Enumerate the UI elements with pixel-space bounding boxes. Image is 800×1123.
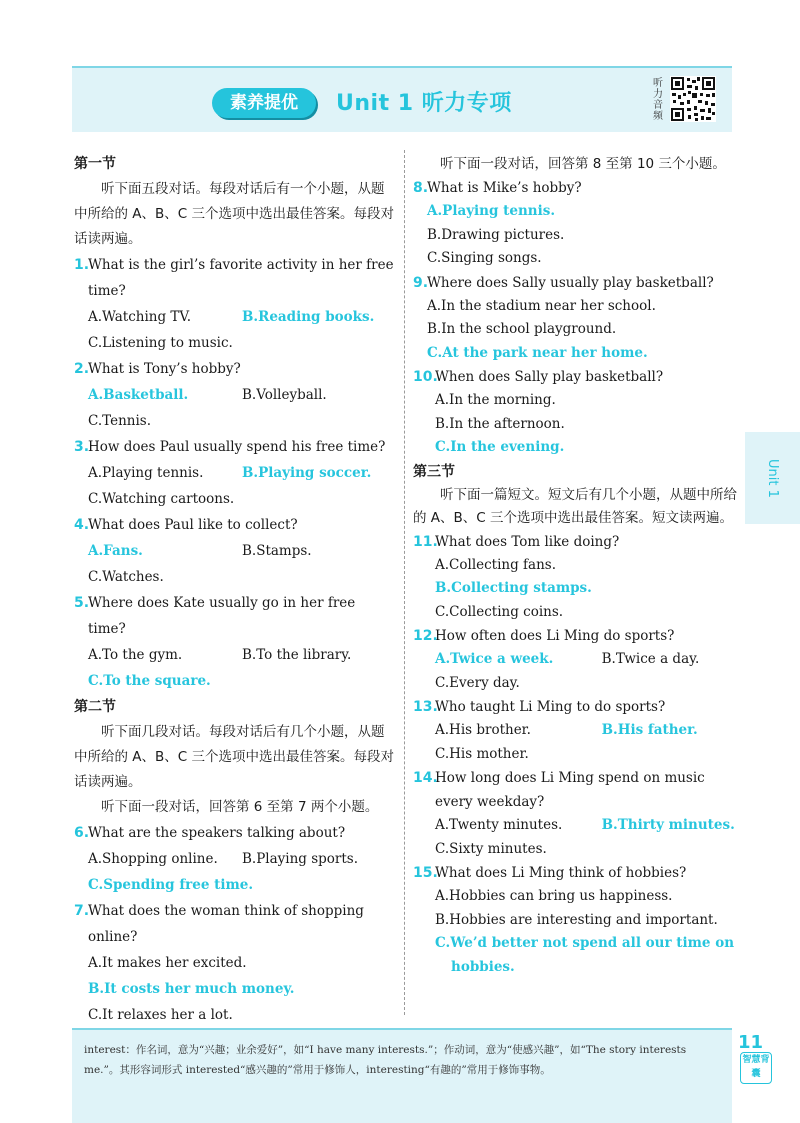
option-a[interactable]: A.Watching TV. — [88, 309, 192, 325]
question-number: 14. — [413, 770, 438, 786]
question-number: 7. — [74, 903, 90, 919]
question-text: Who taught Li Ming to do sports? — [435, 699, 666, 715]
question-15 — [413, 861, 738, 885]
section-1-title: 第一节 — [74, 156, 116, 172]
option-c[interactable]: C.It relaxes her a lot. — [88, 1007, 233, 1023]
option-a-answer[interactable]: A.Basketball. — [88, 387, 189, 403]
question-number: 13. — [413, 699, 438, 715]
option-c[interactable]: C.Sixty minutes. — [435, 840, 547, 857]
option-a-answer[interactable]: A.Twice a week. — [435, 651, 554, 667]
option-b[interactable]: B.Stamps. — [242, 543, 312, 559]
question-11 — [413, 530, 738, 554]
question-text: What are the speakers talking about? — [88, 825, 346, 841]
question-text: What does Tom like doing? — [435, 533, 620, 550]
left-column — [74, 153, 396, 1028]
question-3 — [74, 434, 396, 460]
options-row — [413, 648, 738, 672]
question-14 — [413, 766, 738, 814]
question-number: 2. — [74, 361, 90, 377]
question-7 — [74, 898, 396, 950]
option-b-answer[interactable]: B.Reading books. — [242, 309, 375, 325]
question-13 — [413, 695, 738, 719]
option-c-answer[interactable]: C.Spending free time. — [88, 877, 254, 893]
option-a[interactable]: A.Hobbies can bring us happiness. — [435, 888, 673, 904]
footer-note: interest：作名词，意为“兴趣；业余爱好”，如“I have many interests.”；作动词，意为“使感兴趣”，如“The story interests me.”。其形容词形式 interested“感兴趣的”常用于修饰人，interesting“有趣的”常用于修饰事物。 — [84, 1044, 687, 1076]
option-a[interactable]: A.It makes her excited. — [88, 955, 247, 971]
page-number: 11 — [738, 1032, 764, 1053]
section-3-instruction: 听下面一篇短文。短文后有几个小题，从题中所给的 A、B、C 三个选项中选出最佳答案。短文读两遍。 — [413, 486, 737, 526]
option-b-answer[interactable]: B.Collecting stamps. — [435, 580, 592, 596]
options-row — [74, 304, 396, 330]
option-a-answer[interactable]: A.Fans. — [88, 543, 143, 559]
option-a[interactable]: A.In the stadium near her school. — [427, 297, 656, 314]
question-text: Where does Sally usually play basketball? — [427, 274, 714, 291]
options-row — [74, 460, 396, 486]
page-title: Unit 1 听力专项 — [336, 91, 512, 116]
option-b[interactable]: B.To the library. — [242, 647, 352, 663]
question-text: What is Mike’s hobby? — [427, 180, 582, 196]
question-number: 5. — [74, 595, 90, 611]
options-row — [74, 642, 396, 668]
question-9 — [413, 271, 738, 295]
question-number: 11. — [413, 533, 438, 550]
option-c[interactable]: C.Singing songs. — [427, 250, 542, 266]
question-2 — [74, 356, 396, 382]
qr-code-icon[interactable] — [670, 76, 716, 122]
question-text: What does Paul like to collect? — [88, 517, 298, 533]
smart-tip-badge: 智慧背囊 — [740, 1052, 772, 1084]
right-column — [413, 153, 738, 979]
section-2-title: 第二节 — [74, 699, 116, 715]
question-8 — [413, 176, 738, 200]
audio-label: 听力音频 — [653, 78, 663, 122]
option-b-answer[interactable]: B.His father. — [601, 722, 698, 738]
question-12 — [413, 624, 738, 648]
column-divider — [404, 150, 405, 1015]
option-c[interactable]: C.Every day. — [435, 674, 520, 691]
option-c[interactable]: C.Watching cartoons. — [88, 491, 235, 507]
option-a[interactable]: A.Playing tennis. — [88, 465, 204, 481]
option-c[interactable]: C.Tennis. — [88, 413, 152, 429]
question-text: Where does Kate usually go in her free time? — [88, 595, 356, 637]
question-text: When does Sally play basketball? — [435, 369, 664, 385]
question-text: What is the girl’s favorite activity in her free time? — [88, 257, 394, 299]
option-c-answer[interactable]: C.We’d better not spend all our time on hobbies. — [435, 935, 735, 975]
question-number: 12. — [413, 628, 438, 644]
option-b[interactable]: B.In the school playground. — [427, 321, 617, 337]
section-badge: 素养提优 — [212, 88, 316, 118]
question-text: How often does Li Ming do sports? — [435, 628, 675, 644]
option-c-answer[interactable]: C.At the park near her home. — [427, 344, 648, 361]
question-number: 15. — [413, 865, 438, 881]
option-a[interactable]: A.His brother. — [435, 722, 531, 738]
question-number: 3. — [74, 439, 90, 455]
question-number: 9. — [413, 274, 429, 291]
question-text: What does the woman think of shopping online? — [88, 903, 364, 945]
options-row — [413, 814, 738, 838]
options-row — [74, 382, 396, 408]
option-c-answer[interactable]: C.In the evening. — [435, 439, 565, 455]
question-number: 1. — [74, 257, 90, 273]
question-10 — [413, 365, 738, 389]
option-c[interactable]: C.Watches. — [88, 569, 164, 585]
option-b[interactable]: B.Playing sports. — [242, 851, 359, 867]
option-b[interactable]: B.Volleyball. — [242, 387, 327, 403]
option-c-answer[interactable]: C.To the square. — [88, 673, 211, 689]
option-c[interactable]: C.Listening to music. — [88, 335, 233, 351]
question-1 — [74, 252, 396, 304]
section-1-instruction: 听下面五段对话。每段对话后有一个小题，从题中所给的 A、B、C 三个选项中选出最佳答案。每段对话读两遍。 — [74, 181, 395, 247]
unit-side-tab-label: Unit 1 — [765, 458, 780, 498]
question-number: 6. — [74, 825, 90, 841]
question-number: 10. — [413, 369, 438, 385]
option-b-answer[interactable]: B.Thirty minutes. — [601, 817, 735, 833]
option-a-answer[interactable]: A.Playing tennis. — [427, 203, 556, 219]
question-5 — [74, 590, 396, 642]
section-2-subinstruction: 听下面一段对话，回答第 6 至第 7 两个小题。 — [101, 799, 379, 815]
question-text: What does Li Ming think of hobbies? — [435, 865, 687, 881]
option-b[interactable]: B.Drawing pictures. — [427, 226, 565, 243]
option-a[interactable]: A.Shopping online. — [88, 851, 218, 867]
question-number: 4. — [74, 517, 90, 533]
options-row — [74, 538, 396, 564]
option-b[interactable]: B.Twice a day. — [601, 651, 700, 667]
option-a[interactable]: A.In the morning. — [435, 392, 556, 408]
option-c[interactable]: C.Collecting coins. — [435, 603, 564, 620]
option-b-answer[interactable]: B.Playing soccer. — [242, 465, 372, 481]
option-a[interactable]: A.To the gym. — [88, 647, 183, 663]
section-2-instruction: 听下面几段对话。每段对话后有几个小题，从题中所给的 A、B、C 三个选项中选出最佳答案。每段对话读两遍。 — [74, 724, 395, 790]
options-row — [74, 846, 396, 872]
option-a[interactable]: A.Collecting fans. — [435, 556, 557, 573]
question-6 — [74, 820, 396, 846]
option-b-answer[interactable]: B.It costs her much money. — [88, 981, 295, 997]
options-row — [413, 719, 738, 743]
question-text: What is Tony’s hobby? — [88, 361, 241, 377]
section-2-subinstruction-2: 听下面一段对话，回答第 8 至第 10 三个小题。 — [440, 156, 726, 172]
question-4 — [74, 512, 396, 538]
question-number: 8. — [413, 180, 429, 196]
option-b[interactable]: B.Hobbies are interesting and important. — [435, 911, 718, 928]
option-a[interactable]: A.Twenty minutes. — [435, 817, 563, 833]
option-b[interactable]: B.In the afternoon. — [435, 415, 565, 432]
section-3-title: 第三节 — [413, 463, 455, 480]
question-text: How does Paul usually spend his free time? — [88, 439, 386, 455]
option-c[interactable]: C.His mother. — [435, 745, 529, 762]
question-text: How long does Li Ming spend on music every weekday? — [435, 770, 705, 810]
